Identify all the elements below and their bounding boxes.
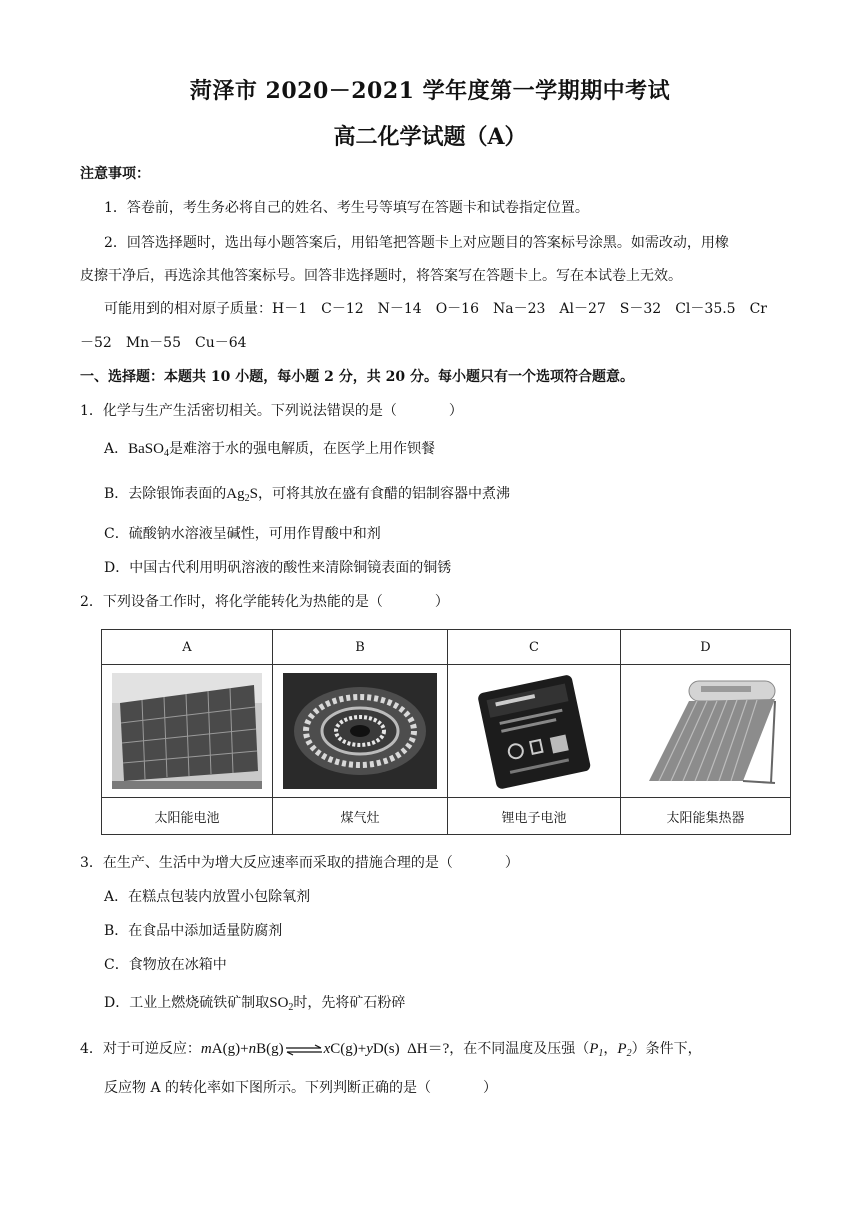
section-1-heading: 一、选择题：本题共 10 小题，每小题 2 分，共 20 分。每小题只有一个选项符合题意。 xyxy=(80,369,634,385)
q2-stem-text: 2．下列设备工作时，将化学能转化为热能的是（ xyxy=(80,594,383,610)
q2-image-a-cell xyxy=(102,665,273,798)
q4-coef-n: n xyxy=(248,1041,257,1057)
q3-d-formula-main: SO xyxy=(269,995,289,1011)
q2-stem-close: ） xyxy=(434,594,449,610)
reversible-arrow-icon xyxy=(284,1044,324,1056)
q1-option-b xyxy=(104,484,510,504)
q4-species-b: B xyxy=(256,1041,267,1057)
atomic-masses-line2: －52 Mn－55 Cu－64 xyxy=(80,335,247,351)
q1-b-formula-sub: 2 xyxy=(244,493,250,504)
q1-a-formula-sub: 4 xyxy=(163,448,169,459)
q1-a-formula xyxy=(128,441,169,457)
q1-a-formula-main: BaSO xyxy=(128,441,164,457)
gas-stove-image xyxy=(283,673,437,789)
exam-title: 菏泽市 2020－2021 学年度第一学期期中考试 xyxy=(189,78,671,104)
q3-d-text-pre: D．工业上燃烧硫铁矿制取 xyxy=(104,995,270,1011)
q3-option-c: C．食物放在冰箱中 xyxy=(104,957,227,973)
q4-stem-end: ）条件下， xyxy=(631,1041,702,1057)
q1-stem-text: 1．化学与生产生活密切相关。下列说法错误的是（ xyxy=(80,403,397,419)
lithium-battery-image xyxy=(464,673,604,789)
q1-a-label: A． xyxy=(104,441,129,457)
q4-p2-sub: 2 xyxy=(626,1048,632,1059)
q4-p2 xyxy=(617,1041,631,1057)
q4-p1-sub: 1 xyxy=(598,1048,604,1059)
q4-plus: + xyxy=(240,1041,249,1057)
q1-b-formula-tail: S xyxy=(249,486,258,502)
q4-p1 xyxy=(589,1041,603,1057)
q3-option-a: A．在糕点包装内放置小包除氧剂 xyxy=(104,889,311,905)
q1-stem xyxy=(80,401,463,421)
q3-d-formula-sub: 2 xyxy=(288,1002,294,1013)
q4-p1-main: P xyxy=(589,1041,599,1057)
q2-caption-a: 太阳能电池 xyxy=(102,798,273,835)
q4-coef-m: m xyxy=(200,1041,212,1057)
q4-comma: ， xyxy=(603,1041,618,1057)
q3-stem-text: 3．在生产、生活中为增大反应速率而采取的措施合理的是（ xyxy=(80,855,453,871)
q4-line2-close: ） xyxy=(483,1080,498,1096)
q4-phase-a: (g) xyxy=(222,1041,241,1057)
q4-plus-2: + xyxy=(357,1041,367,1057)
q2-image-d-cell xyxy=(621,665,791,798)
q4-species-c: C xyxy=(330,1041,341,1057)
q4-line2-text: 反应物 A 的转化率如下图所示。下列判断正确的是（ xyxy=(104,1080,432,1096)
q1-stem-close: ） xyxy=(448,403,463,419)
q1-b-text: ，可将其放在盛有食醋的铝制容器中煮沸 xyxy=(257,486,510,502)
notice-item-2-line1: 2．回答选择题时，选出每小题答案后，用铅笔把答题卡上对应题目的答案标号涂黑。如需改动，用橡 xyxy=(104,235,729,251)
q2-col-header-b: B xyxy=(273,630,448,665)
notice-item-1: 1．答卷前，考生务必将自己的姓名、考生号等填写在答题卡和试卷指定位置。 xyxy=(104,200,589,216)
q4-stem xyxy=(80,1039,702,1059)
q2-stem xyxy=(80,592,449,612)
q4-phase-b: (g) xyxy=(266,1041,284,1057)
q2-col-header-c: C xyxy=(448,630,621,665)
q1-b-label: B．去除银饰表面的 xyxy=(104,486,227,502)
notice-item-2-line2: 皮擦干净后，再选涂其他答案标号。回答非选择题时，将答案写在答题卡上。写在本试卷上无效。 xyxy=(80,268,682,284)
q3-stem xyxy=(80,853,519,873)
q1-a-text: 是难溶于水的强电解质，在医学上用作钡餐 xyxy=(168,441,435,457)
q4-stem-line2 xyxy=(104,1078,497,1098)
q2-image-b-cell xyxy=(273,665,448,798)
q1-option-a xyxy=(104,439,435,459)
q4-phase-c: (g) xyxy=(340,1041,358,1057)
q4-coef-y: y xyxy=(366,1041,373,1057)
q2-image-c-cell xyxy=(448,665,621,798)
solar-water-heater-image xyxy=(631,673,781,789)
q4-stem-mid: ，在不同温度及压强（ xyxy=(449,1041,590,1057)
q4-species-d: D xyxy=(372,1041,384,1057)
exam-subtitle: 高二化学试题（A） xyxy=(333,124,527,150)
q4-enthalpy: ΔH＝? xyxy=(407,1041,450,1057)
atomic-masses-line1: 可能用到的相对原子质量：H－1 C－12 N－14 O－16 Na－23 Al－27 S－32 Cl－35.5 Cr xyxy=(104,301,767,317)
q4-p2-main: P xyxy=(617,1041,627,1057)
q4-stem-pre: 4．对于可逆反应： xyxy=(80,1041,201,1057)
q2-col-header-a: A xyxy=(102,630,273,665)
q3-option-b: B．在食品中添加适量防腐剂 xyxy=(104,923,283,939)
q3-stem-close: ） xyxy=(504,855,519,871)
q3-d-text-post: 时，先将矿石粉碎 xyxy=(293,995,406,1011)
q4-coef-x: x xyxy=(323,1041,331,1057)
notice-heading: 注意事项： xyxy=(80,166,150,182)
q2-caption-c: 锂电子电池 xyxy=(448,798,621,835)
q2-col-header-d: D xyxy=(621,630,791,665)
q1-option-c: C．硫酸钠水溶液呈碱性，可用作胃酸中和剂 xyxy=(104,526,381,542)
q2-caption-b: 煤气灶 xyxy=(273,798,448,835)
q2-caption-d: 太阳能集热器 xyxy=(621,798,791,835)
q2-device-table xyxy=(101,629,791,835)
q3-option-d xyxy=(104,993,405,1013)
q4-species-a: A xyxy=(211,1041,223,1057)
q3-d-formula xyxy=(269,995,293,1011)
q4-equation xyxy=(201,1041,449,1057)
solar-panel-image xyxy=(112,673,262,789)
q1-b-formula xyxy=(226,486,258,502)
q1-b-formula-main: Ag xyxy=(226,486,245,502)
q1-option-d: D．中国古代利用明矾溶液的酸性来清除铜镜表面的铜锈 xyxy=(104,560,452,576)
q4-phase-d: (s) xyxy=(383,1041,400,1057)
